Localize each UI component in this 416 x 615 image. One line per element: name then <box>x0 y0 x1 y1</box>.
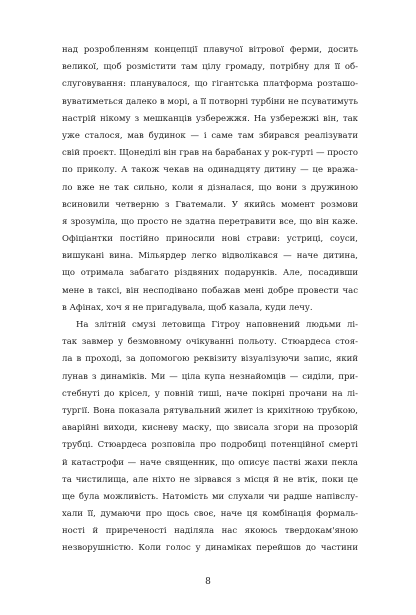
text-line: я зрозуміла, що просто не здатна перетравити все, що він каже. <box>62 216 358 227</box>
page-number: 8 <box>205 577 211 587</box>
body-text <box>62 42 358 558</box>
text-line: ще була можливість. Натомість ми слухали чи радше напівслу- <box>62 491 358 502</box>
text-line: всиновили четверню з Гватемали. У якийсь момент розмови <box>62 199 358 210</box>
text-line: незворушністю. Коли голос у динаміках перейшов до частини <box>62 543 358 554</box>
text-line: настрій нікому з мешканців узбережжя. На узбережжі він, так <box>62 113 358 124</box>
text-line: та чистилища, але ніхто не зірвався з місця й не втік, поки це <box>62 474 358 485</box>
text-line: що отримала забагато різдвяних подарунків. Але, посадивши <box>62 268 358 279</box>
text-line: так завмер у безмовному очікуванні польоту. Стюардеса стоя- <box>62 337 358 348</box>
text-line: вишукані вина. Мільярдер легко відволікався — наче дитина, <box>62 251 358 262</box>
text-line: ності й приреченості наділяла нас якоюсь твердокам'яною <box>62 526 358 537</box>
text-line: Офіціантки постійно приносили нові страви: устриці, соуси, <box>62 234 358 245</box>
text-line: тургії. Вона показала рятувальний жилет із крихітною трубкою, <box>62 405 358 416</box>
text-line: трубці. Стюардеса розповіла про подробиці потенційної смерті <box>62 440 358 451</box>
text-line: вуватиметься далеко в морі, а її потворні турбіни не псуватимуть <box>62 96 358 107</box>
text-line: по приколу. А також чекав на одинадцяту дитину — це вража- <box>62 165 358 176</box>
text-line: над розробленням концепції плавучої вітрової ферми, досить <box>62 45 358 55</box>
text-line: в Афінах, хоч я не пригадувала, щоб казала, куди лечу. <box>62 302 313 313</box>
text-line: уже сталося, мав будинок — і саме там збирався реалізувати <box>62 130 358 141</box>
text-line: свій проєкт. Щонеділі він грав на барабанах у рок-гурті — просто <box>62 148 358 159</box>
text-line: На злітній смузі летовища Гітроу наповнений людьми лі- <box>76 320 358 330</box>
text-line: аварійні виходи, кисневу маску, що звисала згори на прозорій <box>62 423 358 434</box>
text-line: мене в таксі, він несподівано побажав мені добре провести час <box>62 285 358 296</box>
text-line: хали її, думаючи про щось своє, наче ця комбінація формаль- <box>62 509 358 520</box>
text-line: слуговування: планувалося, що гігантська платформа розташо- <box>62 79 358 90</box>
text-line: ло вже не так сильно, коли я дізналася, що вони з дружиною <box>62 182 358 193</box>
text-line: стебнуті до крісел, у повній тиші, наче покірні прочани на лі- <box>62 388 358 399</box>
text-line: й катастрофи — наче священник, що описує пастві жахи пекла <box>62 457 358 468</box>
text-line: великої, щоб розмістити там цілу громаду, потрібну для її об- <box>62 62 358 73</box>
text-line: ла в проході, за допомогою реквізиту візуалізуючи запис, який <box>62 354 358 365</box>
text-line: лунав з динаміків. Ми — ціла купа незнайомців — сиділи, при- <box>62 371 358 382</box>
